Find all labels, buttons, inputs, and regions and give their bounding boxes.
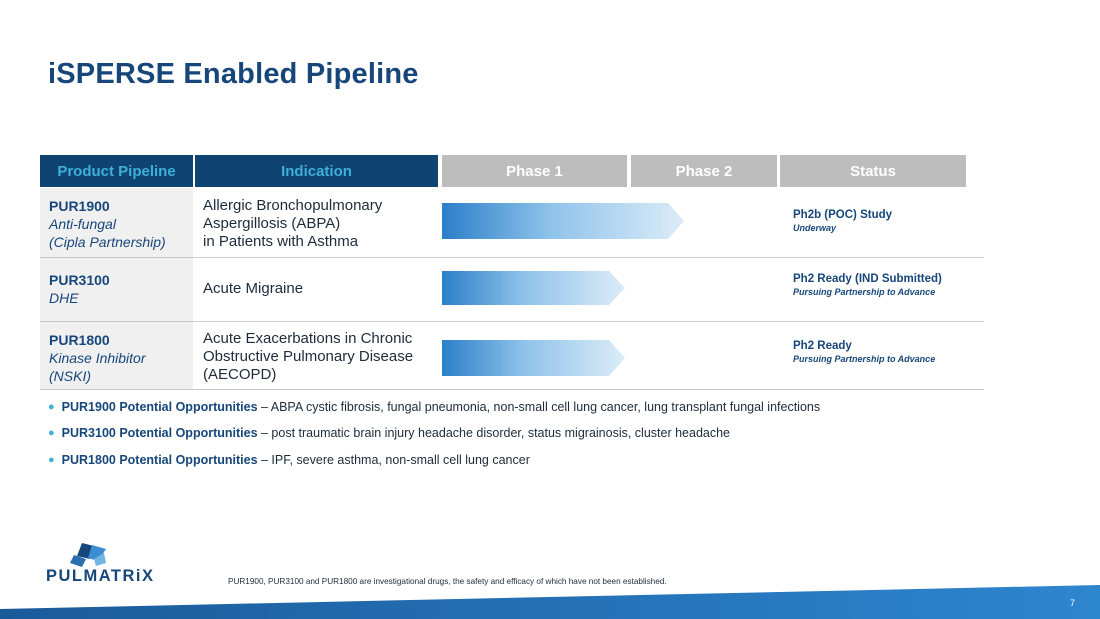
product-partner: (Cipla Partnership): [49, 234, 166, 250]
bullet-icon: ●: [48, 427, 55, 439]
product-subtitle: DHE: [49, 290, 79, 306]
progress-arrow-pur1900: [442, 203, 684, 239]
status-main: Ph2b (POC) Study: [793, 209, 893, 221]
indication-cell-pur1900: [203, 197, 382, 251]
product-subtitle: Kinase Inhibitor: [49, 350, 146, 366]
header-indication: Indication: [195, 155, 438, 187]
indication-line: Obstructive Pulmonary Disease: [203, 348, 414, 365]
bullet-icon: ●: [48, 401, 55, 413]
company-logo: [46, 541, 191, 586]
product-cell-pur3100: [40, 258, 193, 321]
header-product-pipeline: Product Pipeline: [40, 155, 193, 187]
product-partner: (NSKI): [49, 368, 91, 384]
opportunity-item: [48, 426, 730, 440]
indication-line: Acute Exacerbations in Chronic: [203, 330, 413, 347]
opportunity-text: – ABPA cystic fibrosis, fungal pneumonia, non-small cell lung cancer, lung transplant fungal infections: [257, 400, 821, 414]
indication-line: Allergic Bronchopulmonary: [203, 197, 383, 214]
status-sub: Pursuing Partnership to Advance: [793, 287, 936, 297]
status-sub: Underway: [793, 223, 837, 233]
opportunity-label: PUR1800 Potential Opportunities: [61, 453, 258, 467]
bullet-icon: ●: [48, 454, 55, 466]
product-name: PUR1900: [49, 198, 110, 214]
indication-line: Aspergillosis (ABPA): [203, 215, 341, 232]
indication-cell-pur3100: [203, 280, 303, 298]
progress-arrow-pur1800: [442, 340, 625, 376]
header-phase-1: Phase 1: [442, 155, 627, 187]
opportunity-label: PUR1900 Potential Opportunities: [61, 400, 258, 414]
row-divider: [40, 389, 984, 390]
opportunity-item: [48, 400, 820, 414]
indication-cell-pur1800: [203, 330, 413, 384]
opportunity-item: [48, 453, 530, 467]
indication-line: (AECOPD): [203, 366, 277, 383]
header-status: Status: [780, 155, 966, 187]
status-cell-pur1800: [793, 339, 935, 365]
product-subtitle: Anti-fungal: [49, 216, 116, 232]
opportunity-text: – post traumatic brain injury headache disorder, status migrainosis, cluster headache: [257, 426, 731, 440]
opportunity-label: PUR3100 Potential Opportunities: [61, 426, 258, 440]
indication-line: in Patients with Asthma: [203, 233, 359, 250]
footer-band: [0, 585, 1100, 619]
slide-title: iSPERSE Enabled Pipeline: [48, 58, 419, 90]
opportunity-text: – IPF, severe asthma, non-small cell lung cancer: [257, 453, 530, 467]
page-number: 7: [1070, 598, 1076, 608]
indication-line: Acute Migraine: [203, 280, 304, 297]
header-phase-2: Phase 2: [631, 155, 777, 187]
logo-text: PULMATRiX: [46, 567, 155, 585]
status-cell-pur1900: [793, 208, 892, 234]
product-name: PUR3100: [49, 272, 110, 288]
status-main: Ph2 Ready (IND Submitted): [793, 273, 942, 285]
product-cell-pur1900: [40, 188, 193, 257]
status-cell-pur3100: [793, 272, 942, 298]
status-sub: Pursuing Partnership to Advance: [793, 354, 936, 364]
footnote: PUR1900, PUR3100 and PUR1800 are investigational drugs, the safety and efficacy of which have not been established.: [228, 577, 667, 586]
product-name: PUR1800: [49, 332, 110, 348]
status-main: Ph2 Ready: [793, 340, 852, 352]
progress-arrow-pur3100: [442, 271, 625, 307]
logo-mark-icon: [46, 541, 116, 569]
product-cell-pur1800: [40, 322, 193, 389]
